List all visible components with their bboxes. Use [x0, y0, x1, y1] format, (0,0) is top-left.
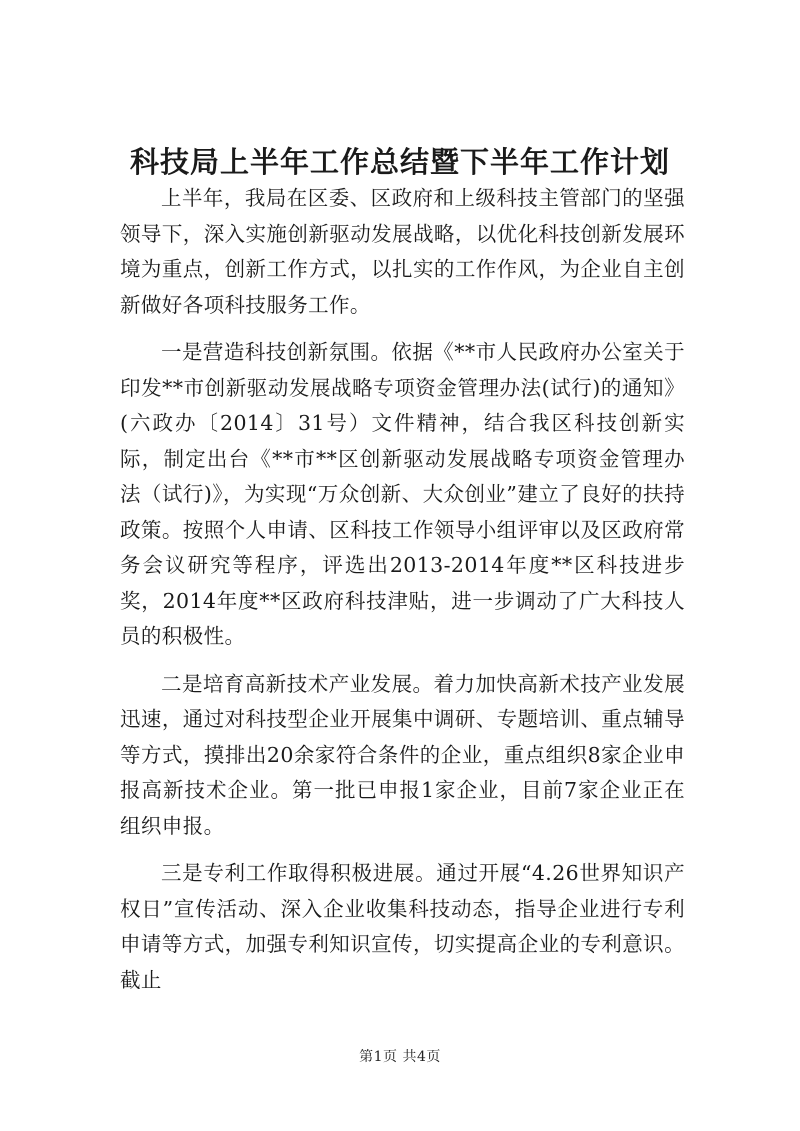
paragraph-intro: 上半年，我局在区委、区政府和上级科技主管部门的坚强领导下，深入实施创新驱动发展战略，以优化科技创新发展环境为重点，创新工作方式，以扎实的工作作风，为企业自主创新做好各项科技服务工作。: [120, 186, 685, 317]
document-title: 科技局上半年工作总结暨下半年工作计划: [129, 145, 670, 179]
paragraph-innovation-atmosphere: 一是营造科技创新氛围。依据《**市人民政府办公室关于印发**市创新驱动发展战略专项资金管理办法(试行)的通知》(六政办〔2014〕31号）文件精神，结合我区科技创新实际，制定出台《**市**区创新驱动发展战略专项资金管理办法（试行)》，为实现“万众创新、大众创业”建立了良好的扶持政策。按照个人申请、区科技工作领导小组评审以及区政府常务会议研究等程序，评选出2013-2014年度**区科技进步奖，2014年度**区政府科技津贴，进一步调动了广大科技人员的积极性。: [120, 340, 685, 648]
page-footer: 第1页 共4页: [359, 1049, 441, 1065]
document-body: [120, 181, 685, 1010]
paragraph-high-tech-industry: 二是培育高新技术产业发展。着力加快高新术技产业发展迅速，通过对科技型企业开展集中调研、专题培训、重点辅导等方式，摸排出20余家符合条件的企业，重点组织8家企业申报高新技术企业。第一批已申报1家企业，目前7家企业正在组织申报。: [120, 671, 685, 838]
paragraph-patent-work: 三是专利工作取得积极进展。通过开展“4.26世界知识产权日”宣传活动、深入企业收集科技动态，指导企业进行专利申请等方式，加强专利知识宣传，切实提高企业的专利意识。截止: [120, 861, 685, 992]
